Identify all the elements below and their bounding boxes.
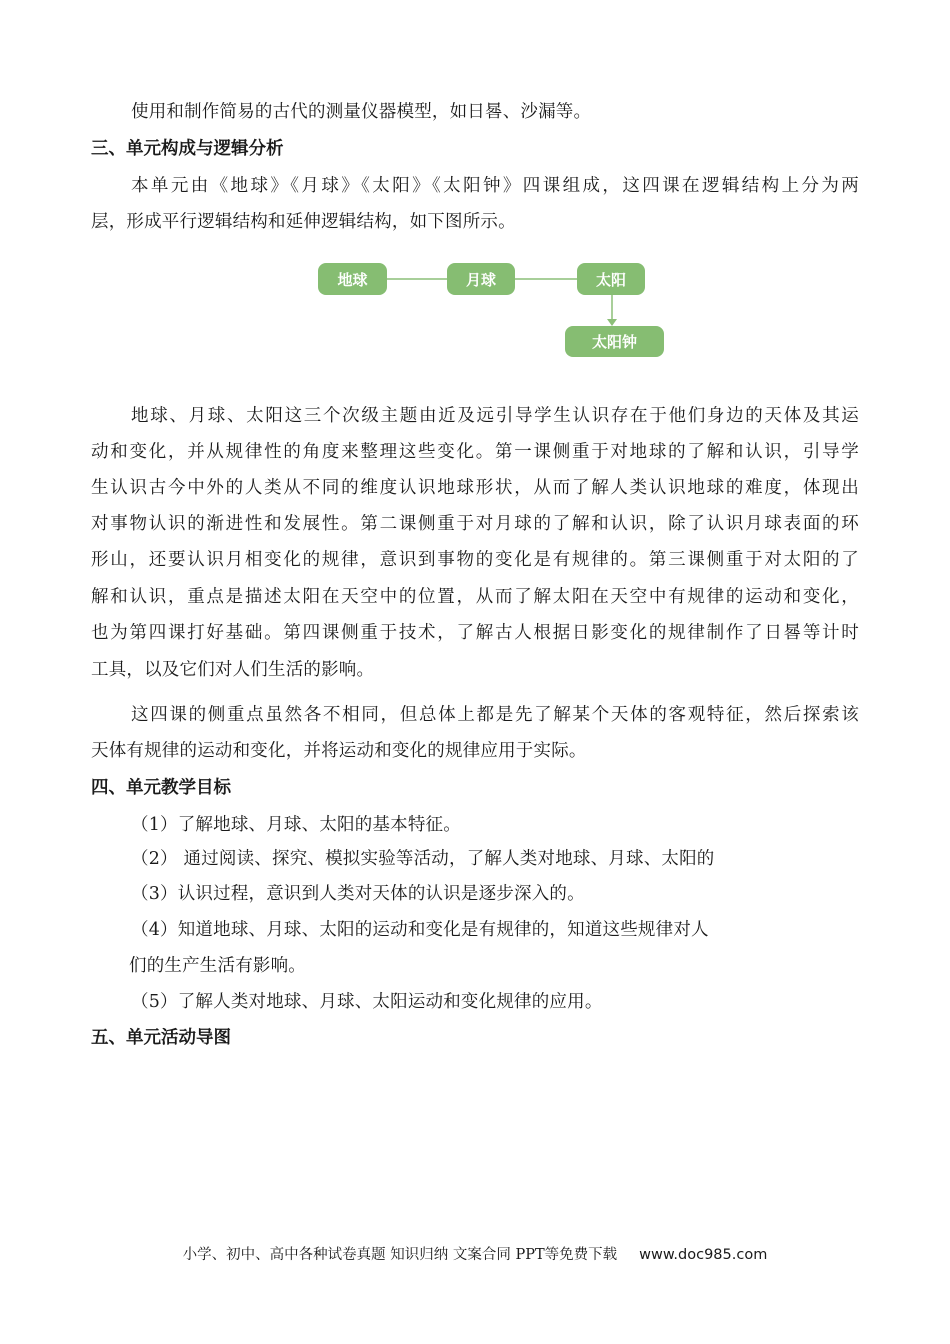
section3-para2-line3: 生认识古今中外的人类从不同的维度认识地球形状，从而了解人类认识地球的难度，体现出	[91, 478, 859, 498]
node-earth: 地球	[318, 263, 387, 295]
section5-heading: 五、单元活动导图	[91, 1028, 231, 1048]
arrow-head-icon	[607, 319, 617, 326]
objective-item-4-cont: 们的生产生活有影响。	[129, 956, 306, 976]
section3-para3-line2: 天体有规律的运动和变化，并将运动和变化的规律应用于实际。	[91, 741, 587, 761]
node-sundial: 太阳钟	[565, 326, 664, 357]
objective-item-1: （1）了解地球、月球、太阳的基本特征。	[131, 815, 461, 835]
section3-para2-line6: 解和认识，重点是描述太阳在天空中的位置，从而了解太阳在天空中有规律的运动和变化，	[91, 587, 859, 607]
section3-para3-line1: 这四课的侧重点虽然各不相同，但总体上都是先了解某个天体的客观特征，然后探索该	[131, 705, 859, 725]
objective-item-2: （2） 通过阅读、探究、模拟实验等活动，了解人类对地球、月球、太阳的	[131, 849, 715, 869]
section4-heading: 四、单元教学目标	[91, 778, 231, 798]
footer-text: 小学、初中、高中各种试卷真题 知识归纳 文案合同 PPT等免费下载	[182, 1247, 618, 1263]
footer-url[interactable]: www.doc985.com	[639, 1247, 768, 1263]
intro-line: 使用和制作简易的古代的测量仪器模型，如日晷、沙漏等。	[131, 102, 592, 122]
section3-para2-line8: 工具，以及它们对人们生活的影响。	[91, 660, 375, 680]
page-footer	[0, 1245, 950, 1265]
section3-para1-line1: 本单元由《地球》《月球》《太阳》《太阳钟》四课组成，这四课在逻辑结构上分为两	[131, 176, 859, 196]
objective-item-4: （4）知道地球、月球、太阳的运动和变化是有规律的，知道这些规律对人	[131, 920, 709, 940]
section3-heading: 三、单元构成与逻辑分析	[91, 139, 284, 159]
objective-item-5: （5）了解人类对地球、月球、太阳运动和变化规律的应用。	[131, 992, 603, 1012]
section3-para1-line2: 层，形成平行逻辑结构和延伸逻辑结构，如下图所示。	[91, 212, 516, 232]
section3-para2-line5: 形山，还要认识月相变化的规律，意识到事物的变化是有规律的。第三课侧重于对太阳的了	[91, 550, 859, 570]
objective-item-3: （3）认识过程，意识到人类对天体的认识是逐步深入的。	[131, 884, 585, 904]
section3-para2-line1: 地球、月球、太阳这三个次级主题由近及远引导学生认识存在于他们身边的天体及其运	[131, 406, 859, 426]
section3-para2-line7: 也为第四课打好基础。第四课侧重于技术，了解古人根据日影变化的规律制作了日晷等计时	[91, 623, 859, 643]
node-moon: 月球	[447, 263, 515, 295]
section3-para2-line4: 对事物认识的渐进性和发展性。第二课侧重于对月球的了解和认识，除了认识月球表面的环	[91, 514, 859, 534]
node-sun: 太阳	[577, 263, 645, 295]
section3-para2-line2: 动和变化，并从规律性的角度来整理这些变化。第一课侧重于对地球的了解和认识，引导学	[91, 442, 859, 462]
